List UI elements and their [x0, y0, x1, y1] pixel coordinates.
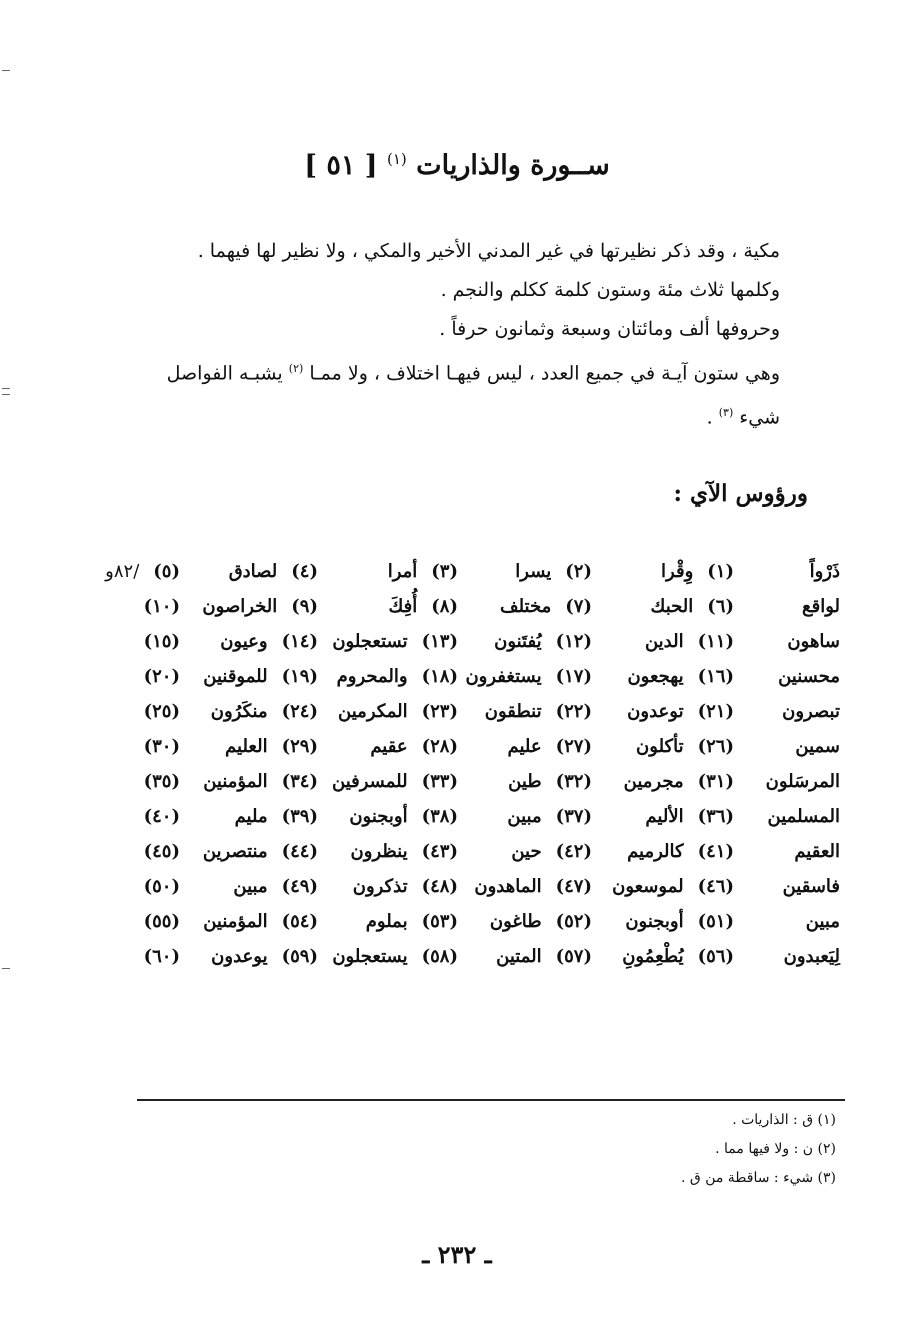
ayah-number: (١١) [697, 631, 734, 652]
margin-tick [2, 70, 10, 71]
ayah-number: (٤٣) [421, 841, 458, 862]
ayah-number: (٣) [431, 561, 458, 582]
ayah-number: (٤٢) [555, 841, 592, 862]
ayah-number: (٩) [291, 596, 318, 617]
ayah-ending-word: المؤمنين [203, 771, 268, 792]
ayah-cell [515, 554, 592, 589]
ayah-cell [144, 939, 180, 974]
ayah-number: (٣٤) [281, 771, 318, 792]
ayah-cell [225, 729, 318, 764]
ayah-cell [490, 904, 592, 939]
ayah-number: (٤٨) [421, 876, 458, 897]
ayah-number: (٥١) [697, 911, 734, 932]
ayah-ending-word: يُفتَنون [494, 631, 542, 652]
ayah-number: (١٧) [555, 666, 592, 687]
ayah-ending-word: سمين [795, 736, 840, 757]
surah-intro [128, 232, 780, 438]
margin-tick [2, 968, 10, 969]
ayah-cell [627, 834, 734, 869]
ayah-cell [220, 624, 318, 659]
ayah-number: (٤١) [697, 841, 734, 862]
ayah-ending-word: المسلمين [767, 806, 840, 827]
ayah-cell [144, 624, 180, 659]
ayah-ending-word: ينظرون [350, 841, 408, 862]
ayah-ending-word: الماهدون [474, 876, 542, 897]
ayah-ending-word: للموقنين [203, 666, 268, 687]
ayah-number: (٥٣) [421, 911, 458, 932]
ayah-number: (٣٩) [281, 806, 318, 827]
ayah-cell [144, 834, 180, 869]
ayah-cell [474, 869, 592, 904]
ayat-row [80, 589, 840, 624]
ayah-cell [388, 554, 458, 589]
margin-tick [2, 388, 10, 389]
intro-line [128, 393, 780, 437]
ayah-ending-word: تستعجلون [332, 631, 408, 652]
ayah-ending-word: مبين [805, 911, 840, 932]
ayah-ending-word: أوبجنون [625, 911, 684, 932]
ayat-row [80, 659, 840, 694]
intro-line: مكية ، وقد ذكر نظيرتها في غير المدني الأخير والمكي ، ولا نظير لها فيهما . [197, 240, 780, 262]
ayah-cell [612, 869, 734, 904]
ayah-number: (٢٩) [281, 736, 318, 757]
ayah-cell [144, 904, 180, 939]
intro-text: . [706, 406, 713, 429]
page-number: ـ ٢٣٢ ـ [422, 1240, 492, 1269]
ayah-number: (٤٤) [281, 841, 318, 862]
ayah-cell [778, 659, 840, 694]
ayah-ending-word: عقيم [370, 736, 408, 757]
ayah-ending-word: يستعجلون [332, 946, 408, 967]
ayah-number: (٤٠) [143, 806, 180, 827]
ayah-ending-word: يوعدون [211, 946, 268, 967]
ayah-ending-word: يستغفرون [465, 666, 542, 687]
footnote: (٢) ن : ولا فيها مما . [715, 1141, 836, 1157]
ayah-cell [366, 904, 458, 939]
ayah-cell [144, 764, 180, 799]
ayah-cell [353, 869, 458, 904]
ayah-number: (٦) [707, 596, 734, 617]
ayah-cell [370, 729, 458, 764]
title-footnote-ref: (١) [386, 150, 407, 168]
ayah-number: (٣٣) [421, 771, 458, 792]
ayah-cell [802, 589, 840, 624]
ayat-row [80, 554, 840, 589]
ayah-cell [627, 694, 734, 729]
ayah-cell [784, 939, 840, 974]
ayat-table [80, 554, 840, 974]
ayah-ending-word: لواقع [802, 596, 840, 617]
ayah-number: (٢٦) [697, 736, 734, 757]
ayah-cell [507, 799, 592, 834]
ayah-number: (٢٢) [555, 701, 592, 722]
ayah-number: (٤٧) [555, 876, 592, 897]
ayah-number: (٥٩) [281, 946, 318, 967]
ayah-number: (٥٧) [555, 946, 592, 967]
ayah-cell [636, 729, 734, 764]
ayah-number: (٥٨) [421, 946, 458, 967]
ayah-cell [500, 589, 592, 624]
ayah-ending-word: الخراصون [202, 596, 278, 617]
ayah-ending-word: لِيَعبدون [783, 946, 840, 967]
ayah-number: (٦٠) [143, 946, 180, 967]
ayah-number: (١٢) [555, 631, 592, 652]
ayah-number: (٥) [153, 561, 180, 582]
margin-tick [2, 394, 10, 395]
ayat-heading: ورؤوس الآي : [673, 480, 808, 507]
ayah-ending-word: للمسرفين [332, 771, 408, 792]
ayah-cell [211, 939, 318, 974]
ayah-number: (٢٨) [421, 736, 458, 757]
ayat-row [80, 904, 840, 939]
ayah-ending-word: مبين [233, 876, 268, 897]
ayah-ending-word: الحبك [650, 596, 694, 617]
ayat-row [80, 694, 840, 729]
ayah-cell [494, 624, 592, 659]
ayah-ending-word: لصادق [228, 561, 278, 582]
ayah-number: (٢٣) [421, 701, 458, 722]
ayah-ending-word: يُطْعِمُونِ [622, 946, 684, 967]
ayah-ending-word: ساهون [787, 631, 840, 652]
ayah-ending-word: مليم [234, 806, 268, 827]
footnote-ref: (٢) [288, 362, 304, 375]
ayah-ending-word: طاغون [489, 911, 542, 932]
ayah-ending-word: وِقْرا [661, 561, 694, 582]
ayah-cell [233, 869, 318, 904]
ayah-number: (١٦) [697, 666, 734, 687]
ayah-number: (٣٨) [421, 806, 458, 827]
ayah-cell [351, 834, 458, 869]
ayah-cell [203, 764, 318, 799]
ayah-cell [202, 589, 318, 624]
ayah-ending-word: تبصرون [782, 701, 840, 722]
ayah-cell [332, 624, 458, 659]
ayah-cell [625, 904, 734, 939]
ayah-number: (٥٢) [555, 911, 592, 932]
ayah-cell [144, 659, 180, 694]
ayat-row [80, 869, 840, 904]
ayah-ending-word: المتين [496, 946, 542, 967]
ayah-cell [144, 729, 180, 764]
ayah-cell [806, 904, 840, 939]
ayah-ending-word: كالرميم [627, 841, 684, 862]
ayah-number: (١٩) [281, 666, 318, 687]
ayah-ending-word: الأليم [645, 806, 684, 827]
ayah-cell [338, 694, 458, 729]
ayah-ending-word: توعدون [627, 701, 684, 722]
ayah-number: (٧) [565, 596, 592, 617]
ayah-ending-word: لموسعون [612, 876, 684, 897]
ayah-ending-word: منتصرين [202, 841, 268, 862]
ayah-cell [144, 869, 180, 904]
ayah-ending-word: مختلف [499, 596, 552, 617]
ayah-ending-word: منكَرُون [210, 701, 268, 722]
ayah-ending-word: تأكلون [636, 736, 684, 757]
ayah-cell [651, 589, 734, 624]
intro-line: وكلمها ثلاث مئة وستون كلمة ككلم والنجم . [440, 279, 780, 301]
ayah-cell [795, 729, 840, 764]
ayah-ending-word: والمحروم [336, 666, 408, 687]
ayah-number: (٢١) [697, 701, 734, 722]
ayah-cell [337, 659, 458, 694]
ayah-cell [766, 764, 840, 799]
ayah-ending-word: بملوم [365, 911, 408, 932]
ayah-cell [661, 554, 734, 589]
ayah-cell [349, 799, 458, 834]
ayah-cell [332, 939, 458, 974]
ayah-cell [627, 659, 734, 694]
surah-title [0, 150, 914, 181]
ayah-number: (٤٥) [143, 841, 180, 862]
ayah-number: (٣٦) [697, 806, 734, 827]
ayah-cell [229, 554, 318, 589]
ayah-cell [203, 904, 318, 939]
ayah-number: (٣٧) [555, 806, 592, 827]
ayah-number: (١٣) [421, 631, 458, 652]
ayah-cell [144, 694, 180, 729]
ayah-number: (٣١) [697, 771, 734, 792]
ayah-cell [105, 554, 180, 589]
ayah-cell [203, 834, 318, 869]
ayah-number: (٢٠) [143, 666, 180, 687]
ayah-ending-word: وعيون [220, 631, 268, 652]
ayah-cell [624, 764, 734, 799]
ayah-ending-word: العليم [225, 736, 268, 757]
ayah-ending-word: أوبجنون [349, 806, 408, 827]
ayat-row [80, 799, 840, 834]
ayah-cell [787, 624, 840, 659]
footnote: (٣) شيء : ساقطة من ق . [680, 1170, 836, 1186]
ayah-cell [203, 659, 318, 694]
ayah-cell [511, 834, 592, 869]
ayah-cell [465, 659, 592, 694]
ayah-ending-word: أُفِكَ [388, 596, 418, 617]
ayah-number: (٢) [565, 561, 592, 582]
ayah-number: (٥٠) [143, 876, 180, 897]
ayah-number: (١٠) [143, 596, 180, 617]
ayah-cell [332, 764, 458, 799]
ayah-cell [768, 799, 840, 834]
ayah-number: (٣٥) [143, 771, 180, 792]
ayah-ending-word: تنطقون [484, 701, 542, 722]
ayah-ending-word: المرسَلون [765, 771, 840, 792]
ayah-number: (٥٤) [281, 911, 318, 932]
intro-line: وحروفها ألف ومائتان وسبعة وثمانون حرفاً . [439, 318, 780, 340]
surah-title-text: ســورة والذاريات [416, 150, 610, 181]
ayah-cell [645, 799, 734, 834]
ayah-cell [645, 624, 734, 659]
ayat-row [80, 764, 840, 799]
ayah-number: (٤٩) [281, 876, 318, 897]
ayah-ending-word: العقيم [794, 841, 840, 862]
ayah-cell [144, 799, 180, 834]
ayah-ending-word: الدين [644, 631, 684, 652]
ayah-cell [782, 694, 840, 729]
ayah-number: (٣٢) [555, 771, 592, 792]
intro-text: وهي ستون آيـة في جميع العدد ، ليس فيهـا اختلاف ، ولا ممـا [309, 362, 780, 385]
footnote-ref: (٣) [718, 406, 734, 420]
ayah-ending-word: مجرمين [623, 771, 684, 792]
surah-number: [ ٥١ ] [304, 150, 378, 181]
ayah-cell [507, 729, 592, 764]
ayah-number: (٤) [291, 561, 318, 582]
ayah-cell [485, 694, 592, 729]
ayat-row [80, 729, 840, 764]
ayah-ending-word: تذكرون [352, 876, 408, 897]
ayah-cell [235, 799, 318, 834]
ayat-row [80, 834, 840, 869]
ayah-cell [810, 554, 840, 589]
ayah-cell [794, 834, 840, 869]
ayah-cell [783, 869, 840, 904]
manuscript-folio-mark: /٨٢و [105, 561, 140, 582]
ayah-number: (٥٥) [143, 911, 180, 932]
ayah-cell [496, 939, 592, 974]
ayah-cell [508, 764, 592, 799]
ayah-cell [388, 589, 458, 624]
ayah-ending-word: ذَرْواً [809, 561, 840, 582]
ayat-row [80, 624, 840, 659]
intro-line [128, 349, 780, 393]
ayah-ending-word: فاسقين [782, 876, 840, 897]
ayah-ending-word: مبين [507, 806, 542, 827]
ayah-number: (١٨) [421, 666, 458, 687]
ayah-number: (٢٧) [555, 736, 592, 757]
footnotes [136, 1106, 836, 1193]
ayah-ending-word: يسرا [515, 561, 552, 582]
ayah-number: (٨) [431, 596, 458, 617]
ayah-ending-word: طين [508, 771, 542, 792]
ayah-number: (١٥) [143, 631, 180, 652]
ayat-row [80, 939, 840, 974]
ayah-ending-word: عليم [507, 736, 542, 757]
ayah-number: (٢٤) [281, 701, 318, 722]
intro-text: يشبـه الفواصل [166, 362, 283, 385]
ayah-ending-word: حين [511, 841, 542, 862]
ayah-ending-word: المكرمين [338, 701, 408, 722]
ayah-number: (١) [707, 561, 734, 582]
ayah-ending-word: محسنين [778, 666, 840, 687]
ayah-cell [144, 589, 180, 624]
footnote-separator [137, 1099, 845, 1101]
ayah-cell [622, 939, 734, 974]
ayah-number: (١٤) [281, 631, 318, 652]
footnote: (١) ق : الذاريات . [732, 1112, 836, 1128]
ayah-number: (٤٦) [697, 876, 734, 897]
ayah-ending-word: يهجعون [627, 666, 684, 687]
ayah-number: (٢٥) [143, 701, 180, 722]
intro-text: شيء [739, 406, 780, 429]
ayah-ending-word: أمرا [387, 561, 418, 582]
ayah-cell [211, 694, 318, 729]
ayah-number: (٥٦) [697, 946, 734, 967]
ayah-ending-word: المؤمنين [203, 911, 268, 932]
ayah-number: (٣٠) [143, 736, 180, 757]
